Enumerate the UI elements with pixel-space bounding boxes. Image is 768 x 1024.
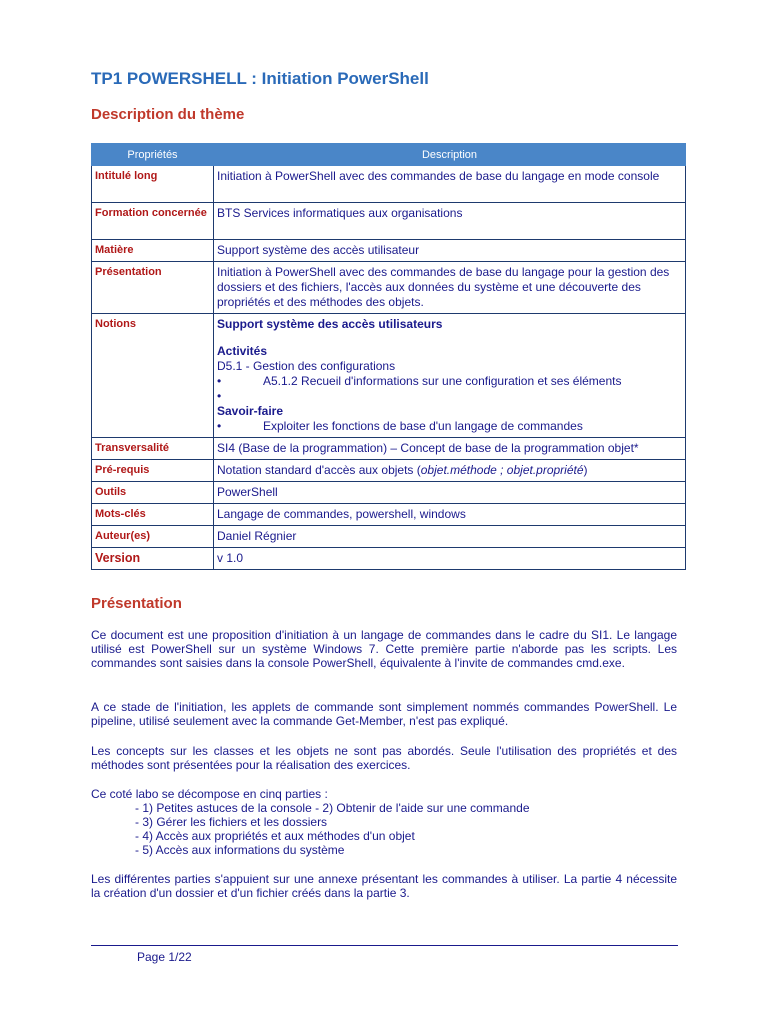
- table-row: [92, 203, 686, 240]
- table-row: [92, 240, 686, 262]
- list-item: •: [217, 389, 222, 403]
- paragraph-parts: [91, 787, 677, 857]
- section-heading-presentation: Présentation: [91, 595, 182, 612]
- table-row: [92, 504, 686, 526]
- savoir-faire-label: Savoir-faire: [217, 404, 284, 418]
- table-row: [92, 482, 686, 504]
- column-header-properties: Propriétés: [92, 144, 214, 166]
- paragraph-annexe: Les différentes parties s'appuient sur une annexe présentant les commandes à utiliser. La partie 4 nécessite la création d'un dossier et d'un fichier créés dans la partie 3.: [91, 872, 677, 900]
- table-row: [92, 314, 686, 438]
- parts-list: [91, 801, 677, 857]
- paragraph-intro: Ce document est une proposition d'initiation à un langage de commandes dans le cadre du SI1. Le langage utilisé est PowerShell sur un système Windows 7. Cette première partie n'aborde pas les scripts. Les commandes sont saisies dans la console PowerShell, équivalente à l'invite de commandes cmd.exe.: [91, 628, 677, 670]
- page-number: Page 1/22: [137, 950, 192, 964]
- row-key-auteurs: Auteur(es): [92, 526, 214, 548]
- row-value-formation: BTS Services informatiques aux organisations: [214, 203, 686, 240]
- table-header-row: [92, 144, 686, 166]
- row-key-presentation: Présentation: [92, 262, 214, 314]
- row-value-prerequis: Notation standard d'accès aux objets (objet.méthode ; objet.propriété): [214, 460, 686, 482]
- table-row: [92, 548, 686, 570]
- row-key-matiere: Matière: [92, 240, 214, 262]
- parts-intro: Ce coté labo se décompose en cinq parties :: [91, 787, 328, 801]
- properties-table: [91, 143, 686, 570]
- row-key-notions: Notions: [92, 314, 214, 438]
- list-item: - 5) Accès aux informations du système: [135, 843, 345, 857]
- list-item: • A5.1.2 Recueil d'informations sur une configuration et ses éléments: [217, 374, 622, 388]
- row-value-notions: [214, 314, 686, 438]
- row-key-motscles: Mots-clés: [92, 504, 214, 526]
- column-header-description: Description: [214, 144, 686, 166]
- table-row: [92, 166, 686, 203]
- list-item: - 1) Petites astuces de la console - 2) Obtenir de l'aide sur une commande: [135, 801, 530, 815]
- document-title: TP1 POWERSHELL : Initiation PowerShell: [91, 69, 429, 88]
- table-row: [92, 438, 686, 460]
- row-value-transversalite: SI4 (Base de la programmation) – Concept de base de la programmation objet*: [214, 438, 686, 460]
- list-item: - 4) Accès aux propriétés et aux méthodes d'un objet: [135, 829, 415, 843]
- row-key-outils: Outils: [92, 482, 214, 504]
- notions-heading: Support système des accès utilisateurs: [217, 317, 443, 331]
- paragraph-applets: A ce stade de l'initiation, les applets de commande sont simplement nommés commandes PowerShell. Le pipeline, utilisé seulement avec la commande Get-Member, n'est pas expliqué.: [91, 700, 677, 728]
- activites-label: Activités: [217, 344, 268, 358]
- list-item: • Exploiter les fonctions de base d'un langage de commandes: [217, 419, 583, 433]
- table-row: [92, 526, 686, 548]
- row-value-presentation: Initiation à PowerShell avec des commandes de base du langage pour la gestion des dossiers et des fichiers, l'accès aux données du système et une découverte des propriétés et des méthodes des objets.: [214, 262, 686, 314]
- paragraph-concepts: Les concepts sur les classes et les objets ne sont pas abordés. Seule l'utilisation des propriétés et des méthodes sont présentées pour la réalisation des exercices.: [91, 744, 677, 772]
- activite-d: D5.1 - Gestion des configurations: [217, 359, 396, 373]
- row-value-motscles: Langage de commandes, powershell, windows: [214, 504, 686, 526]
- row-value-intitule: Initiation à PowerShell avec des commandes de base du langage en mode console: [214, 166, 686, 203]
- row-key-transversalite: Transversalité: [92, 438, 214, 460]
- row-key-version: Version: [92, 548, 214, 570]
- table-row: [92, 262, 686, 314]
- table-row: [92, 460, 686, 482]
- row-key-intitule: Intitulé long: [92, 166, 214, 203]
- row-key-formation: Formation concernée: [92, 203, 214, 240]
- section-heading-description: Description du thème: [91, 106, 245, 123]
- row-value-auteurs: Daniel Régnier: [214, 526, 686, 548]
- row-value-outils: PowerShell: [214, 482, 686, 504]
- footer-divider: [91, 945, 678, 946]
- row-key-prerequis: Pré-requis: [92, 460, 214, 482]
- row-value-matiere: Support système des accès utilisateur: [214, 240, 686, 262]
- list-item: - 3) Gérer les fichiers et les dossiers: [135, 815, 328, 829]
- row-value-version: v 1.0: [214, 548, 686, 570]
